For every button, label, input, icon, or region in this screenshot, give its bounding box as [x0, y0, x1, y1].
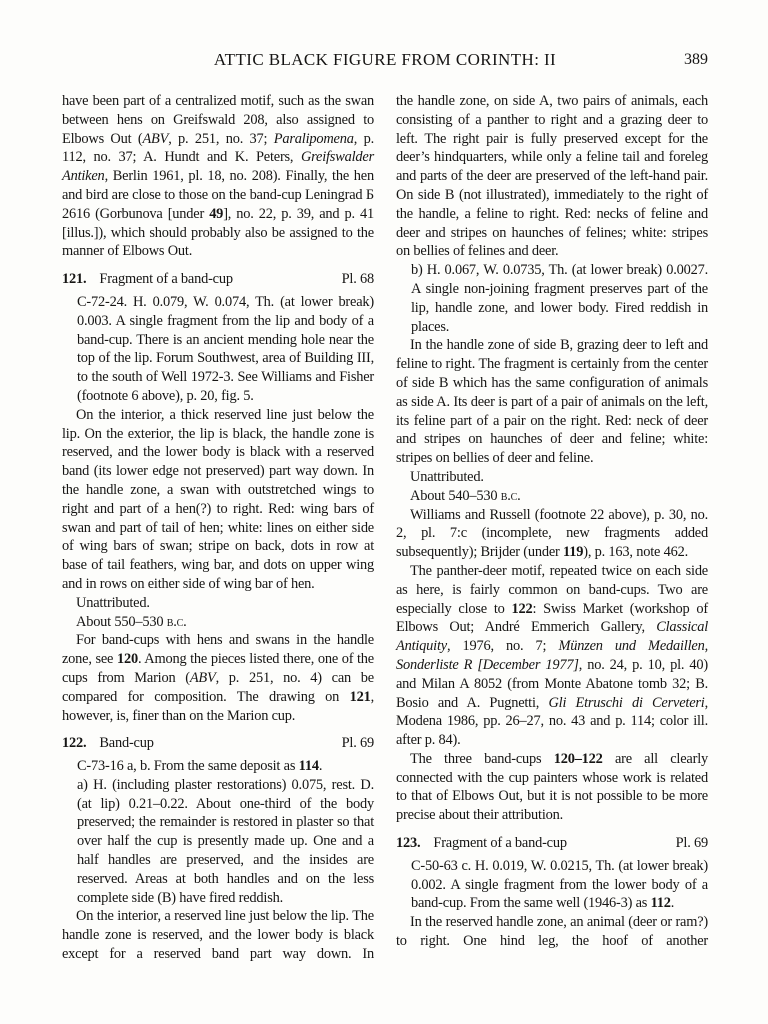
body-paragraph	[396, 468, 708, 487]
italic-citation: Greifswalder Antiken	[62, 149, 374, 185]
body-paragraph	[396, 336, 708, 468]
text-run: . Among the pieces listed there, one of the cups from Marion (	[62, 651, 374, 686]
page-title: ATTIC BLACK FIGURE FROM CORINTH: II	[213, 50, 557, 69]
text-run: , however, is, finer than on the Marion cup.	[62, 688, 374, 724]
catalog-description	[62, 293, 374, 406]
body-paragraph	[396, 750, 708, 825]
bold-catalog-reference: 112	[650, 895, 671, 912]
text-run: are all clearly connected with the cup painters whose work is related to that of Elbows Out, but it is not possible to be more precise about their attribution.	[396, 750, 708, 824]
catalog-entry-heading	[62, 270, 374, 289]
text-run: , Modena 1986, pp. 26–27, no. 43 and p. 114; color ill. after p. 84).	[396, 694, 708, 749]
catalog-description	[62, 776, 374, 908]
text-run: About 540–530	[410, 487, 501, 504]
text-run: , Berlin 1961, pl. 18, no. 208). Finally, the hen and bird are close to those on the band-cup Leningrad Б 2616 (Gorbunova [under	[62, 168, 374, 222]
text-run: , p. 112, no. 37; A. Hundt and K. Peters,	[62, 130, 374, 166]
bold-catalog-reference: 120	[116, 651, 138, 668]
body-paragraph	[396, 506, 708, 562]
italic-citation: Gli Etruschi di Cerveteri	[548, 694, 705, 711]
text-run: About 550–530	[76, 613, 167, 630]
two-column-text	[62, 92, 708, 964]
text-run: b) H. 0.067, W. 0.0735, Th. (at lower break) 0.0027. A single non-joining fragment preserves part of the lip, handle zone, and lower body. Fired reddish in places.	[411, 262, 708, 335]
text-run: For band-cups with hens and swans in the handle zone, see	[62, 632, 374, 668]
bold-catalog-reference: 121	[349, 688, 371, 705]
text-run: .	[670, 895, 675, 912]
bold-catalog-reference: 122	[511, 600, 533, 617]
text-run: In the handle zone of side B, grazing deer to left and feline to right. The fragment is certainly from the center of side B which has the same configuration of animals as side A. Its deer is part of a pair of animals on the left, its feline part of a pair on the right. Red: neck of deer and stripes on haunches of deer and feline; white: stripes on bellies of deer and feline.	[396, 337, 708, 467]
italic-citation: ABV	[142, 130, 169, 147]
body-paragraph	[396, 487, 708, 506]
text-run: On the interior, a thick reserved line just below the lip. On the exterior, the lip is black, the handle zone is reserved, and the lower body is black with a reserved band (its lower edge not preserved) part way down. In the handle zone, a swan with outstretched wings to right and part of a hen(?) to right. Red: wing bars of swan and part of tail of hen; white: lines on either side of wing bars of swan; stripe on back, dots in row at base of tail feathers, wing bar, and dots on upper wing and in rows on either side of wing bar of hen.	[62, 406, 374, 592]
plate-reference: Pl. 69	[675, 835, 708, 852]
left-column	[62, 92, 374, 964]
text-run: The panther-deer motif, repeated twice on each side as here, is fairly common on band-cups. Two are especially close to	[396, 562, 708, 617]
right-column	[396, 92, 708, 964]
text-run: , no. 24, p. 10, pl. 40) and Milan A 8052 (from Monte Abatone tomb 32; B. Bosio and A. Pugnetti,	[396, 656, 708, 711]
text-run: ), p. 163, note 462.	[583, 544, 688, 561]
text-run: , p. 251, no. 4) can be compared for composition. The drawing on	[62, 669, 374, 705]
text-run: Unattributed.	[410, 468, 484, 485]
text-run: Unattributed.	[76, 594, 150, 611]
text-run: : Swiss Market (workshop of Elbows Out; André Emmerich Gallery,	[396, 600, 708, 636]
body-paragraph	[62, 594, 374, 613]
catalog-description	[396, 857, 708, 913]
entry-title: Band-cup	[99, 735, 154, 752]
body-paragraph	[62, 613, 374, 632]
catalog-entry-heading	[62, 734, 374, 753]
text-run: ], no. 22, p. 39, and p. 41 [illus.]), which should probably also be assigned to the manner of Elbows Out.	[62, 205, 374, 260]
body-paragraph	[62, 406, 374, 594]
plate-reference: Pl. 69	[341, 735, 374, 752]
text-run: a) H. (including plaster restorations) 0.075, rest. D. (at lip) 0.21–0.22. About one-third of the body preserved; the remainder is restored in plaster so that over half the cup is presently made up. One and a half handles are preserved, and the insides are reserved. Areas at both handles and on the less complete side (B) have fired reddish.	[77, 776, 374, 906]
text-run: C-50-63 c. H. 0.019, W. 0.0215, Th. (at lower break) 0.002. A single fragment from the lower body of a band-cup. From the same well (1946-3) as	[411, 857, 708, 912]
text-run: , 1976, no. 7;	[446, 638, 559, 655]
text-run: the handle zone, on side A, two pairs of animals, each consisting of a panther to right and a grazing deer to left. The right pair is fully preserved except for the deer’s hindquarters, while only a feline tail and foreleg and parts of the deer are preserved of the left-hand pair. On side B (not illustrated), immediately to the right of the handle, a feline to right. Red: necks of feline and deer and stripes on haunches of felines; white: stripes on bellies of felines and deer.	[396, 93, 708, 260]
body-paragraph	[396, 913, 708, 951]
entry-title: Fragment of a band-cup	[433, 835, 567, 852]
entry-number: 121.	[62, 271, 87, 288]
smallcaps-date: b.c.	[166, 613, 187, 630]
italic-citation: Paralipomena	[273, 130, 354, 147]
catalog-description	[396, 261, 708, 336]
italic-citation: Classical Antiquity	[396, 619, 708, 655]
text-run: have been part of a centralized motif, such as the swan between hens on Greifswald 208, also assigned to Elbows Out (	[62, 93, 374, 147]
italic-citation: Münzen und Medaillen, Sonderliste R [December 1977]	[396, 638, 708, 673]
body-paragraph	[62, 92, 374, 261]
bold-catalog-reference: 49	[209, 205, 224, 222]
text-run: In the reserved handle zone, an animal (deer or ram?) to right. One hind leg, the hoof of another	[396, 914, 708, 950]
text-run: .	[318, 758, 323, 775]
body-paragraph	[396, 562, 708, 750]
bold-catalog-reference: 114	[298, 758, 319, 775]
catalog-description	[62, 757, 374, 776]
entry-title: Fragment of a band-cup	[99, 271, 233, 288]
running-head	[62, 50, 708, 72]
plate-reference: Pl. 68	[341, 271, 374, 288]
body-paragraph	[396, 92, 708, 261]
text-block	[62, 50, 708, 964]
italic-citation: ABV	[189, 669, 216, 686]
text-run: The three band-cups	[410, 750, 554, 767]
text-run: C-73-16 a, b. From the same deposit as	[77, 758, 299, 775]
body-paragraph	[62, 907, 374, 963]
body-paragraph	[62, 631, 374, 725]
text-run: C-72-24. H. 0.079, W. 0.074, Th. (at lower break) 0.003. A single fragment from the lip and body of a band-cup. There is an ancient mending hole near the top of the lip. Forum Southwest, area of Building III, to the south of Well 1972-3. See Williams and Fisher (footnote 6 above), p. 20, fig. 5.	[77, 293, 374, 404]
text-run: On the interior, a reserved line just below the lip. The handle zone is reserved, and the lower body is black except for a reserved band part way down. In	[62, 908, 374, 963]
text-run: , p. 251, no. 37;	[168, 130, 274, 147]
entry-number: 122.	[62, 735, 87, 752]
entry-number: 123.	[396, 835, 421, 852]
bold-catalog-reference: 119	[563, 544, 584, 561]
smallcaps-date: b.c.	[500, 487, 521, 504]
page-number: 389	[684, 51, 708, 68]
catalog-entry-heading	[396, 834, 708, 853]
text-run: Williams and Russell (footnote 22 above), p. 30, no. 2, pl. 7:c (incomplete, new fragments added subsequently); Brijder (under	[396, 506, 708, 561]
bold-catalog-reference: 120–122	[553, 750, 603, 767]
